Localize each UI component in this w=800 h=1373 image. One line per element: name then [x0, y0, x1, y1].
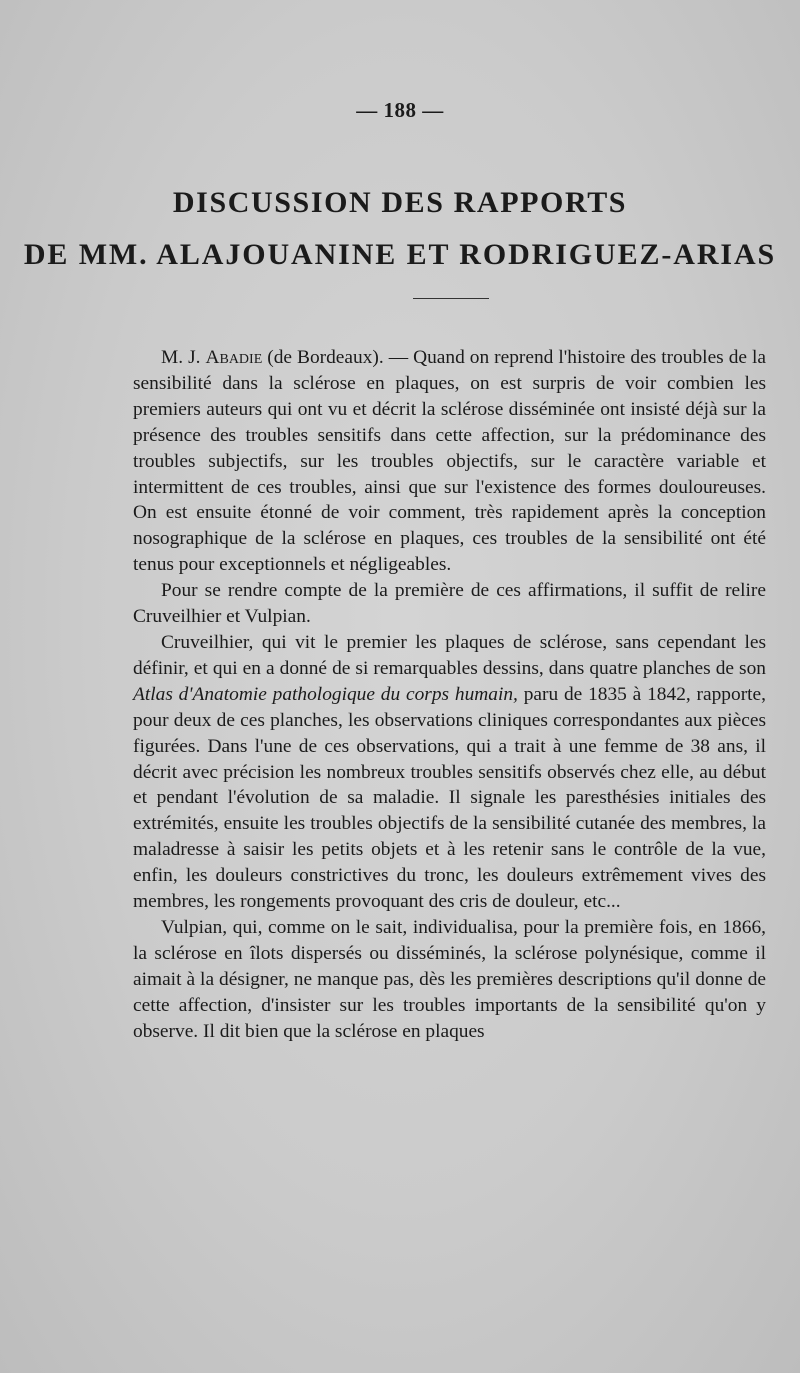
title-divider [413, 298, 489, 299]
speaker-name: Abadie [205, 347, 263, 368]
body-text [133, 345, 766, 1044]
page-number: — 188 — [356, 98, 444, 122]
paragraph-4: Vulpian, qui, comme on le sait, individualisa, pour la première fois, en 1866, la sclérose en îlots dispersés ou disséminés, la sclérose polynésique, comme il aimait à la désigner, ne manque pas, dès les premières descriptions qu'il donne de cette affection, d'insister sur les troubles importants de la sensibilité qu'on y observe. Il dit bien que la sclérose en plaques [133, 916, 766, 1042]
paragraph-3-text-before: Cruveilhier, qui vit le premier les plaques de sclérose, sans cependant les définir, et qui en a donné de si remarquables dessins, dans quatre planches de son [133, 631, 766, 679]
section-title-line-2: DE MM. ALAJOUANINE ET RODRIGUEZ-ARIAS [23, 238, 777, 271]
paragraph-3 [133, 630, 766, 915]
paragraph-1 [133, 345, 766, 578]
section-title-line-1: DISCUSSION DES RAPPORTS [172, 186, 628, 219]
paragraph-3-text-after: paru de 1835 à 1842, rapporte, pour deux de ces planches, les observations cliniques correspondantes aux pièces figurées. Dans l'une de ces observations, qui a trait à une femme de 38 ans, il décrit avec précision les nombreux troubles sensitifs observés chez elle, au début et pendant l'évolution de sa maladie. Il signale les paresthésies initiales des extrémités, ensuite les troubles objectifs de la sensibilité cutanée des membres, la maladresse à saisir les petits objets et à les retenir sans le contrôle de la vue, enfin, les douleurs constrictives du tronc, les douleurs extrêmement vives des membres, les rongements provoquant des cris de douleur, etc... [133, 683, 766, 913]
paragraph-1-text: (de Bordeaux). — Quand on reprend l'histoire des troubles de la sensibilité dans la sclérose en plaques, on est surpris de voir combien les premiers auteurs qui ont vu et décrit la sclérose disséminée ont insisté déjà sur la présence des troubles sensitifs dans cette affection, sur la prédominance des troubles subjectifs, sur les troubles objectifs, sur le caractère variable et intermittent de ces troubles, ainsi que sur l'existence des formes douloureuses. On est ensuite étonné de voir comment, très rapidement après la conception nosographique de la sclérose en plaques, ces troubles de la sensibilité ont été tenus pour exceptionnels et négligeables. [133, 347, 766, 576]
speaker-prefix: M. J. [161, 347, 206, 368]
book-title-italic: Atlas d'Anatomie pathologique du corps humain, [133, 683, 518, 705]
paragraph-2: Pour se rendre compte de la première de ces affirmations, il suffit de relire Cruveilhier et Vulpian. [133, 580, 766, 628]
